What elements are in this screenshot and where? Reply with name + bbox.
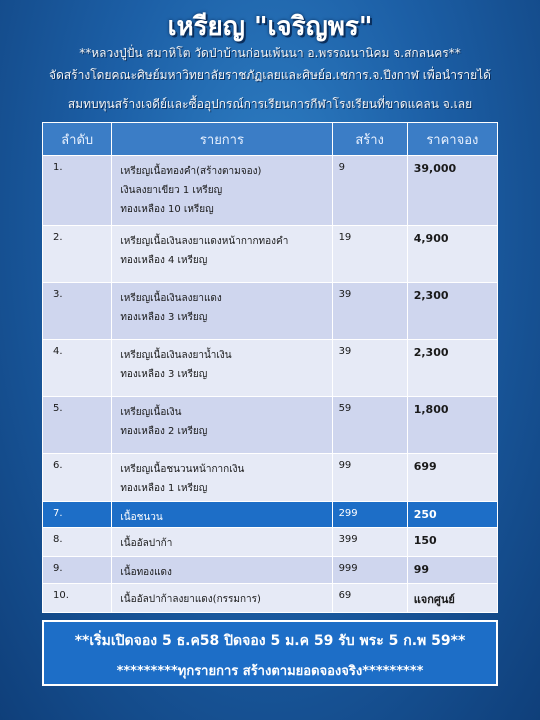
subtitle-line-3: สมทบทุนสร้างเจดีย์และซื้ออุปกรณ์การเรียนการกีฬาโรงเรียนที่ขาดแคลน จ.เลย bbox=[67, 97, 473, 111]
table-row bbox=[43, 283, 498, 340]
row-price: แจกศูนย์ bbox=[407, 584, 497, 613]
item-line: ทองเหลือง 1 เหรียญ bbox=[120, 483, 208, 494]
table-row bbox=[43, 454, 498, 502]
table-row bbox=[43, 340, 498, 397]
row-price: 1,800 bbox=[407, 397, 497, 454]
table-row bbox=[43, 226, 498, 283]
row-number: 10. bbox=[43, 584, 112, 613]
row-quantity: 99 bbox=[332, 454, 407, 502]
row-item-description bbox=[112, 397, 332, 454]
item-line: ทองเหลือง 10 เหรียญ bbox=[120, 204, 214, 215]
row-number: 9. bbox=[43, 557, 112, 584]
table-header-row bbox=[43, 123, 498, 156]
table-row bbox=[43, 502, 498, 528]
row-number: 7. bbox=[43, 502, 112, 528]
item-line: เหรียญเนื้อเงินลงยาแดง bbox=[120, 293, 222, 304]
header-order: ลำดับ bbox=[43, 123, 112, 156]
row-price: 250 bbox=[407, 502, 497, 528]
row-item-description bbox=[112, 340, 332, 397]
table-row bbox=[43, 397, 498, 454]
item-line: ทองเหลือง 4 เหรียญ bbox=[120, 255, 208, 266]
row-price: 39,000 bbox=[407, 156, 497, 226]
row-number: 6. bbox=[43, 454, 112, 502]
row-number: 4. bbox=[43, 340, 112, 397]
row-quantity: 39 bbox=[332, 340, 407, 397]
page-title: เหรียญ "เจริญพร" bbox=[167, 12, 373, 42]
item-line: เหรียญเนื้อเงิน bbox=[120, 407, 182, 418]
footer-note: *********ทุกรายการ สร้างตามยอดจองจริง********* bbox=[116, 664, 424, 679]
table-row bbox=[43, 528, 498, 557]
row-quantity: 9 bbox=[332, 156, 407, 226]
table-body bbox=[43, 156, 498, 613]
row-item-description bbox=[112, 156, 332, 226]
header-item: รายการ bbox=[112, 123, 332, 156]
row-quantity: 399 bbox=[332, 528, 407, 557]
footer-dates: **เริ่มเปิดจอง 5 ธ.ค58 ปิดจอง 5 ม.ค 59 รับ พระ 5 ก.พ 59** bbox=[74, 633, 466, 649]
row-item-description bbox=[112, 283, 332, 340]
row-quantity: 999 bbox=[332, 557, 407, 584]
item-line: เนื้อทองแดง bbox=[120, 567, 172, 578]
item-line: ทองเหลือง 2 เหรียญ bbox=[120, 426, 208, 437]
subtitle-line-2: จัดสร้างโดยคณะศิษย์มหาวิทยาลัยราชภัฏเลยและศิษย์อ.เชการ.จ.ปีงกาฬ เพื่อนำรายได้ bbox=[49, 68, 491, 82]
row-price: 2,300 bbox=[407, 283, 497, 340]
row-price: 4,900 bbox=[407, 226, 497, 283]
row-number: 5. bbox=[43, 397, 112, 454]
row-item-description bbox=[112, 557, 332, 584]
table-row bbox=[43, 584, 498, 613]
row-item-description bbox=[112, 528, 332, 557]
item-line: เนื้อชนวน bbox=[120, 512, 163, 523]
row-quantity: 69 bbox=[332, 584, 407, 613]
row-price: 699 bbox=[407, 454, 497, 502]
table-row bbox=[43, 156, 498, 226]
item-line: ทองเหลือง 3 เหรียญ bbox=[120, 312, 208, 323]
row-item-description bbox=[112, 584, 332, 613]
table-row bbox=[43, 557, 498, 584]
row-number: 2. bbox=[43, 226, 112, 283]
subtitle-line-1: **หลวงปู่ปั่น สมาหิโต วัดป่าบ้านก่อนเพ้นนา อ.พรรณนานิคม จ.สกลนคร** bbox=[79, 46, 461, 60]
row-price: 99 bbox=[407, 557, 497, 584]
row-quantity: 59 bbox=[332, 397, 407, 454]
row-item-description bbox=[112, 454, 332, 502]
row-item-description bbox=[112, 226, 332, 283]
row-quantity: 299 bbox=[332, 502, 407, 528]
row-number: 8. bbox=[43, 528, 112, 557]
row-price: 2,300 bbox=[407, 340, 497, 397]
item-line: เหรียญเนื้อเงินลงยาน้ำเงิน bbox=[120, 350, 232, 361]
item-line: เนื้ออัลปาก้า bbox=[120, 538, 173, 549]
footer-banner bbox=[42, 620, 498, 686]
row-quantity: 19 bbox=[332, 226, 407, 283]
row-quantity: 39 bbox=[332, 283, 407, 340]
price-table bbox=[42, 122, 498, 613]
item-line: เงินลงยาเขียว 1 เหรียญ bbox=[120, 185, 223, 196]
header-quantity: สร้าง bbox=[332, 123, 407, 156]
item-line: เนื้ออัลปาก้าลงยาแดง(กรรมการ) bbox=[120, 594, 261, 605]
item-line: เหรียญเนื้อชนวนหน้ากากเงิน bbox=[120, 464, 245, 475]
row-price: 150 bbox=[407, 528, 497, 557]
row-number: 1. bbox=[43, 156, 112, 226]
item-line: เหรียญเนื้อเงินลงยาแดงหน้ากากทองคำ bbox=[120, 236, 289, 247]
item-line: ทองเหลือง 3 เหรียญ bbox=[120, 369, 208, 380]
header-price: ราคาจอง bbox=[407, 123, 497, 156]
row-number: 3. bbox=[43, 283, 112, 340]
item-line: เหรียญเนื้อทองคำ(สร้างตามจอง) bbox=[120, 166, 262, 177]
row-item-description bbox=[112, 502, 332, 528]
